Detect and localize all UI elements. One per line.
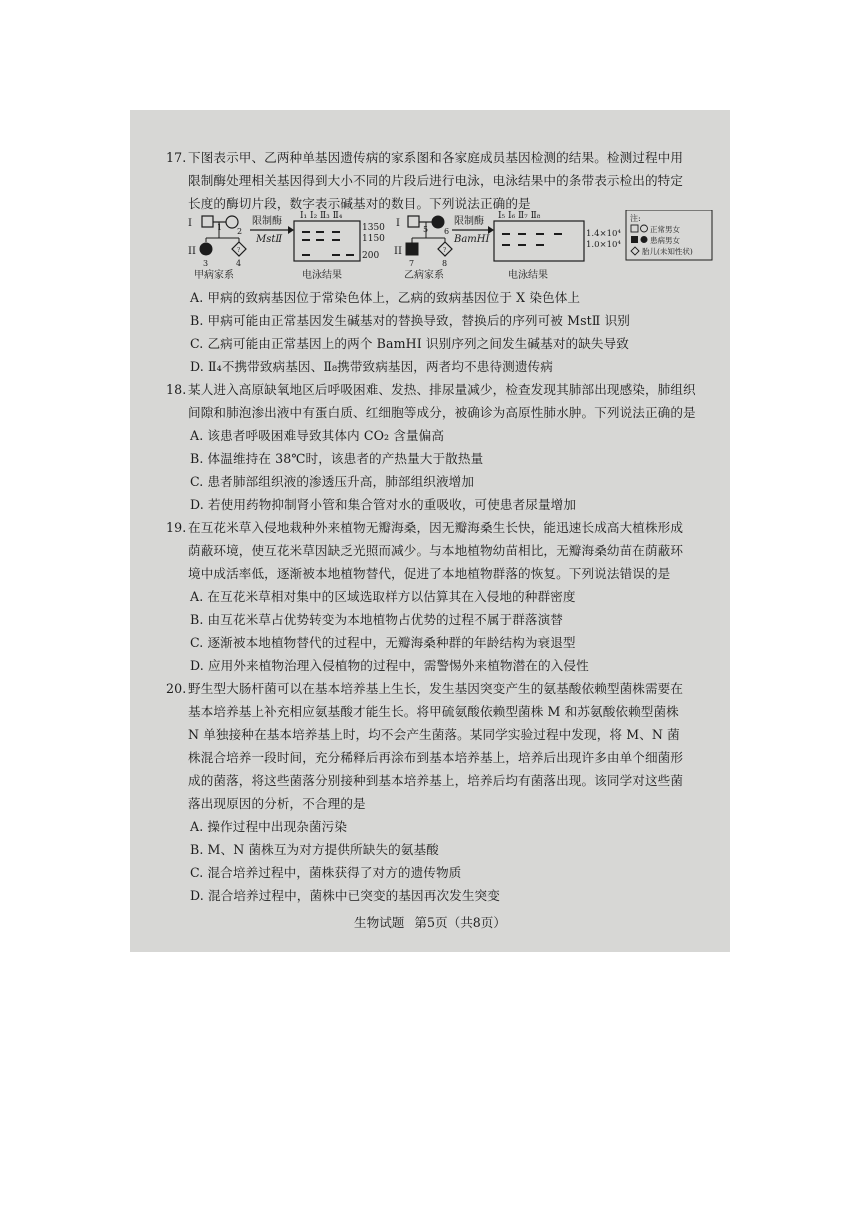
svg-text:电泳结果: 电泳结果	[508, 270, 548, 280]
svg-text:1150: 1150	[362, 234, 385, 244]
option-d: D. 若使用药物抑制肾小管和集合管对水的重吸收，可使患者尿量增加	[190, 497, 577, 512]
question-17	[166, 146, 726, 215]
generation-label: I	[188, 218, 192, 229]
svg-text:BamHI: BamHI	[454, 234, 490, 245]
question-text: 下图表示甲、乙两种单基因遗传病的家系图和各家庭成员基因检测的结果。检测过程中用	[188, 150, 684, 165]
option-a: A. 操作过程中出现杂菌污染	[190, 819, 348, 834]
question-text: 间隙和肺泡渗出液中有蛋白质、红细胞等成分，被确诊为高原性肺水肿。下列说法正确的是	[188, 405, 696, 420]
affected-female-symbol	[432, 216, 444, 228]
option-b: B. 体温维持在 38℃时，该患者的产热量大于散热量	[190, 451, 484, 466]
option-d: D. 应用外来植物治理入侵植物的过程中，需警惕外来植物潜在的入侵性	[190, 658, 589, 673]
pedigree-electrophoresis-figure	[186, 210, 726, 280]
option-c: C. 混合培养过程中，菌株获得了对方的遗传物质	[190, 865, 462, 880]
question-20	[166, 677, 726, 907]
exam-page	[130, 110, 730, 952]
svg-text:乙病家系: 乙病家系	[404, 270, 444, 280]
affected-female-symbol	[200, 243, 212, 255]
svg-text:正常男女: 正常男女	[650, 225, 680, 234]
svg-text:2: 2	[237, 227, 243, 236]
question-text: 基本培养基上补充相应氨基酸才能生长。将甲硫氨酸依赖型菌株 M 和苏氨酸依赖型菌株	[188, 704, 679, 719]
option-d: D. Ⅱ₄不携带致病基因、Ⅱ₈携带致病基因，两者均不患待测遗传病	[190, 359, 553, 374]
option-c: C. 逐渐被本地植物替代的过程中，无瓣海桑种群的年龄结构为衰退型	[190, 635, 576, 650]
question-text: 某人进入高原缺氧地区后呼吸困难、发热、排尿量减少，检查发现其肺部出现感染，肺组织	[188, 382, 696, 397]
svg-text:?: ?	[443, 247, 447, 254]
question-text: 落出现原因的分析，不合理的是	[188, 796, 366, 811]
svg-text:患病男女: 患病男女	[650, 236, 680, 245]
question-number: 18.	[166, 382, 187, 397]
option-a: A. 甲病的致病基因位于常染色体上，乙病的致病基因位于 X 染色体上	[190, 290, 581, 305]
svg-text:5: 5	[423, 225, 429, 234]
svg-text:4: 4	[236, 259, 242, 268]
svg-text:限制酶: 限制酶	[252, 216, 282, 227]
svg-text:I₅ I₆ Ⅱ₇ Ⅱ₈: I₅ I₆ Ⅱ₇ Ⅱ₈	[498, 211, 541, 221]
question-17-options	[166, 286, 726, 378]
question-number: 17.	[166, 150, 187, 165]
svg-text:电泳结果: 电泳结果	[302, 270, 342, 280]
svg-text:II: II	[394, 246, 402, 257]
question-text: 长度的酶切片段，数字表示碱基对的数目。下列说法正确的是	[188, 196, 531, 211]
svg-text:1.4×10⁴: 1.4×10⁴	[586, 229, 621, 239]
svg-text:胎儿(未知性状): 胎儿(未知性状)	[642, 247, 693, 256]
svg-text:1350: 1350	[362, 223, 385, 233]
option-a: A. 在互花米草相对集中的区域选取样方以估算其在入侵地的种群密度	[190, 589, 576, 604]
question-number: 19.	[166, 520, 187, 535]
option-c: C. 患者肺部组织液的渗透压升高，肺部组织液增加	[190, 474, 475, 489]
option-b: B. 甲病可能由正常基因发生碱基对的替换导致，替换后的序列可被 MstⅡ 识别	[190, 313, 630, 328]
lane-labels: I₁ I₂ Ⅱ₃ Ⅱ₄	[300, 211, 343, 221]
option-b: B. M、N 菌株互为对方提供所缺失的氨基酸	[190, 842, 439, 857]
svg-text:限制酶: 限制酶	[454, 216, 484, 227]
normal-male-symbol	[202, 216, 213, 227]
option-a: A. 该患者呼吸困难导致其体内 CO₂ 含量偏高	[190, 428, 445, 443]
question-19	[166, 516, 726, 677]
question-text: 成的菌落，将这些菌落分别接种到基本培养基上，培养后均有菌落出现。该同学对这些菌	[188, 773, 684, 788]
svg-text:注:: 注:	[630, 214, 641, 223]
svg-text:7: 7	[409, 259, 415, 268]
svg-text:8: 8	[442, 259, 448, 268]
svg-text:6: 6	[444, 227, 450, 236]
svg-text:1.0×10⁴: 1.0×10⁴	[586, 240, 621, 250]
question-text: 荫蔽环境，使互花米草因缺乏光照而减少。与本地植物幼苗相比，无瓣海桑幼苗在荫蔽环	[188, 543, 684, 558]
question-text: 境中成活率低，逐渐被本地植物替代，促进了本地植物群落的恢复。下列说法错误的是	[188, 566, 671, 581]
option-b: B. 由互花米草占优势转变为本地植物占优势的过程不属于群落演替	[190, 612, 563, 627]
svg-text:200: 200	[362, 251, 380, 261]
generation-label: II	[188, 246, 196, 257]
question-text: 野生型大肠杆菌可以在基本培养基上生长，发生基因突变产生的氨基酸依赖型菌株需要在	[188, 681, 684, 696]
option-d: D. 混合培养过程中，菌株中已突变的基因再次发生突变	[190, 888, 500, 903]
svg-text:I: I	[396, 218, 400, 229]
question-number: 20.	[166, 681, 187, 696]
svg-text:3: 3	[203, 259, 209, 268]
svg-text:1: 1	[217, 223, 223, 232]
question-18	[166, 378, 726, 516]
question-text: 限制酶处理相关基因得到大小不同的片段后进行电泳，电泳结果中的条带表示检出的特定	[188, 173, 684, 188]
page-footer: 生物试题 第5页（共8页）	[354, 915, 506, 930]
svg-text:MstⅡ: MstⅡ	[256, 234, 283, 245]
family-label: 甲病家系	[194, 270, 234, 280]
option-c: C. 乙病可能由正常基因上的两个 BamHI 识别序列之间发生碱基对的缺失导致	[190, 336, 629, 351]
svg-text:?: ?	[237, 247, 241, 254]
question-text: 株混合培养一段时间，充分稀释后再涂布到基本培养基上，培养后出现许多由单个细菌形	[188, 750, 684, 765]
affected-male-symbol	[406, 243, 418, 255]
question-text: N 单独接种在基本培养基上时，均不会产生菌落。某同学实验过程中发现，将 M、N 菌	[188, 727, 680, 742]
question-text: 在互花米草入侵地栽种外来植物无瓣海桑，因无瓣海桑生长快，能迅速长成高大植株形成	[188, 520, 684, 535]
